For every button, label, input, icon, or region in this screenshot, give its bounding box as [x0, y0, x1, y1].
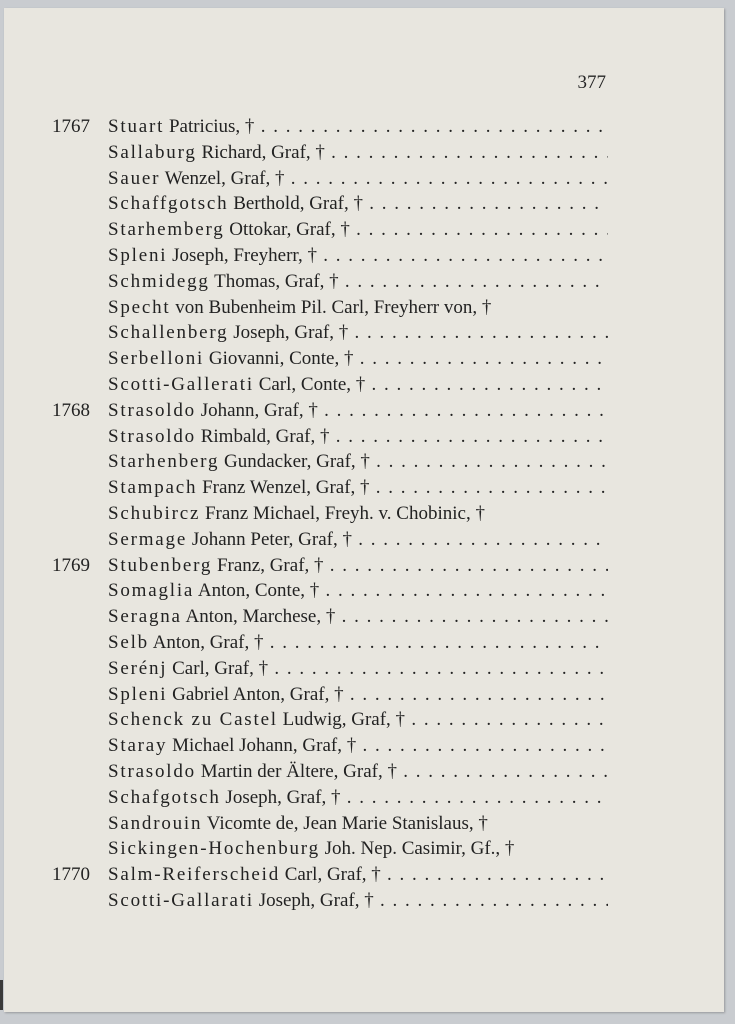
list-item [4, 527, 724, 553]
dot-leader [264, 632, 609, 653]
list-item [4, 346, 724, 372]
entry-year: 1768 [52, 399, 90, 421]
entry-details: Joh. Nep. Casimir, Gf., † [324, 838, 515, 860]
list-item [4, 553, 724, 579]
book-page [4, 8, 724, 1012]
entry-year: 1769 [52, 554, 90, 576]
dot-leader [268, 658, 608, 679]
list-item [4, 449, 724, 475]
entry-text [108, 630, 608, 656]
entry-text [108, 527, 608, 553]
entry-text [108, 217, 608, 243]
entry-details: Johann, Graf, † [200, 399, 318, 421]
dot-leader [370, 451, 608, 472]
entry-surname: Stubenberg [108, 554, 213, 576]
entry-surname: Strasoldo [108, 425, 196, 447]
entry-surname: Scotti-Gallarati [108, 889, 254, 911]
entry-surname: Sermage [108, 528, 188, 550]
entry-details: Thomas, Graf, † [214, 270, 339, 292]
entry-text [108, 475, 608, 501]
entry-surname: Schaffgotsch [108, 193, 229, 215]
entry-surname: Starhemberg [108, 219, 225, 241]
entry-details: Carl, Conte, † [258, 373, 366, 395]
entry-details: Berthold, Graf, † [233, 193, 364, 215]
entry-details: Michael Johann, Graf, † [172, 735, 357, 757]
entry-text [108, 888, 608, 914]
entry-text [108, 269, 608, 295]
list-item [4, 166, 724, 192]
dot-leader [330, 426, 609, 447]
entry-surname: Spleni [108, 683, 168, 705]
list-item [4, 114, 724, 140]
entry-surname: Somaglia [108, 580, 195, 602]
entry-text [108, 295, 608, 321]
entry-details: Joseph, Graf, † [225, 786, 341, 808]
entry-year: 1770 [52, 864, 90, 886]
entry-details: Ludwig, Graf, † [282, 709, 406, 731]
entry-details: Joseph, Graf, † [258, 889, 374, 911]
entry-details: Joseph, Freyherr, † [172, 244, 317, 266]
entry-details: Anton, Marchese, † [185, 606, 336, 628]
entry-surname: Strasoldo [108, 399, 196, 421]
entry-surname: Schafgotsch [108, 786, 221, 808]
entry-text [108, 836, 608, 862]
entry-details: Carl, Graf, † [172, 657, 269, 679]
dot-leader [370, 477, 608, 498]
list-item [4, 140, 724, 166]
dot-leader [344, 684, 608, 705]
list-item [4, 682, 724, 708]
list-item [4, 604, 724, 630]
entry-text [108, 733, 608, 759]
dot-leader [335, 606, 608, 627]
dot-leader [325, 142, 608, 163]
entry-text [108, 191, 608, 217]
entry-surname: Specht [108, 296, 171, 318]
entry-text [108, 785, 608, 811]
list-item [4, 217, 724, 243]
list-item [4, 372, 724, 398]
dot-leader [319, 580, 608, 601]
entry-text [108, 553, 608, 579]
entry-text [108, 372, 608, 398]
list-item [4, 398, 724, 424]
list-item [4, 191, 724, 217]
entry-surname: Schmidegg [108, 270, 210, 292]
entry-text [108, 166, 608, 192]
entry-text [108, 811, 608, 837]
entry-surname: Seragna [108, 606, 182, 628]
entry-surname: Staray [108, 735, 168, 757]
list-item [4, 785, 724, 811]
entry-text [108, 346, 608, 372]
dot-leader [317, 245, 608, 266]
dot-leader [353, 348, 608, 369]
entry-text [108, 398, 608, 424]
dot-leader [318, 400, 608, 421]
entry-text [108, 707, 608, 733]
dot-leader [285, 168, 609, 189]
entry-details: Joseph, Graf, † [233, 322, 349, 344]
entry-details: Gabriel Anton, Graf, † [172, 683, 344, 705]
entry-details: Martin der Ältere, Graf, † [200, 760, 397, 782]
page-number: 377 [577, 72, 606, 93]
entry-text [108, 320, 608, 346]
entry-text [108, 114, 608, 140]
entry-text [108, 501, 608, 527]
list-item [4, 475, 724, 501]
entry-details: Johann Peter, Graf, † [191, 528, 352, 550]
list-item [4, 243, 724, 269]
dot-leader [324, 555, 608, 576]
entry-details: Anton, Conte, † [197, 580, 320, 602]
entry-year: 1767 [52, 116, 90, 137]
entry-text [108, 604, 608, 630]
entry-surname: Serénj [108, 657, 168, 679]
entry-surname: Sallaburg [108, 141, 197, 163]
entry-text [108, 682, 608, 708]
list-item [4, 578, 724, 604]
list-item [4, 295, 724, 321]
dot-leader [405, 709, 608, 730]
entry-surname: Sickingen-Hochenburg [108, 838, 320, 860]
dot-leader [363, 193, 608, 214]
entry-surname: Schubircz [108, 502, 201, 524]
list-item [4, 630, 724, 656]
entry-details: Franz Wenzel, Graf, † [202, 477, 370, 499]
entry-details: Wenzel, Graf, † [164, 167, 285, 189]
entry-surname: Schenck zu Castel [108, 709, 278, 731]
entry-details: von Bubenheim Pil. Carl, Freyherr von, † [175, 296, 492, 318]
entry-details: Carl, Graf, † [284, 864, 381, 886]
entry-surname: Spleni [108, 244, 168, 266]
dot-leader [352, 529, 608, 550]
entry-surname: Stampach [108, 477, 198, 499]
dot-leader [348, 322, 608, 343]
entry-surname: Serbelloni [108, 348, 205, 370]
entry-surname: Sauer [108, 167, 161, 189]
list-item [4, 320, 724, 346]
entry-surname: Selb [108, 631, 149, 653]
entry-text [108, 862, 608, 888]
list-item [4, 862, 724, 888]
entry-details: Anton, Graf, † [152, 631, 264, 653]
list-item [4, 269, 724, 295]
binding-edge [0, 980, 3, 1010]
entry-text [108, 759, 608, 785]
entry-details: Ottokar, Graf, † [229, 219, 350, 241]
entry-text [108, 578, 608, 604]
list-item [4, 656, 724, 682]
list-item [4, 733, 724, 759]
entry-surname: Starhenberg [108, 451, 220, 473]
entry-text [108, 243, 608, 269]
dot-leader [365, 374, 608, 395]
entry-text [108, 140, 608, 166]
entry-text [108, 424, 608, 450]
list-item [4, 501, 724, 527]
entry-details: Vicomte de, Jean Marie Stanislaus, † [206, 812, 488, 834]
entry-details: Giovanni, Conte, † [208, 348, 354, 370]
entry-surname: Sandrouin [108, 812, 203, 834]
dot-leader [381, 864, 608, 885]
list-item [4, 811, 724, 837]
dot-leader [350, 219, 608, 240]
entry-surname: Strasoldo [108, 760, 196, 782]
dot-leader [254, 116, 608, 137]
entry-list [4, 114, 724, 914]
list-item [4, 888, 724, 914]
list-item [4, 836, 724, 862]
list-item [4, 759, 724, 785]
dot-leader [340, 787, 608, 808]
entry-text [108, 449, 608, 475]
entry-surname: Scotti-Gallerati [108, 373, 254, 395]
dot-leader [374, 890, 608, 911]
entry-surname: Stuart [108, 116, 165, 137]
entry-details: Richard, Graf, † [201, 141, 325, 163]
dot-leader [397, 761, 608, 782]
dot-leader [356, 735, 608, 756]
entry-text [108, 656, 608, 682]
entry-surname: Schallenberg [108, 322, 229, 344]
dot-leader [339, 271, 608, 292]
entry-details: Gundacker, Graf, † [224, 451, 370, 473]
list-item [4, 707, 724, 733]
entry-details: Patricius, † [168, 116, 255, 137]
list-item [4, 424, 724, 450]
entry-details: Franz, Graf, † [216, 554, 324, 576]
entry-details: Rimbald, Graf, † [200, 425, 330, 447]
entry-surname: Salm-Reiferscheid [108, 864, 280, 886]
entry-details: Franz Michael, Freyh. v. Chobinic, † [204, 502, 485, 524]
